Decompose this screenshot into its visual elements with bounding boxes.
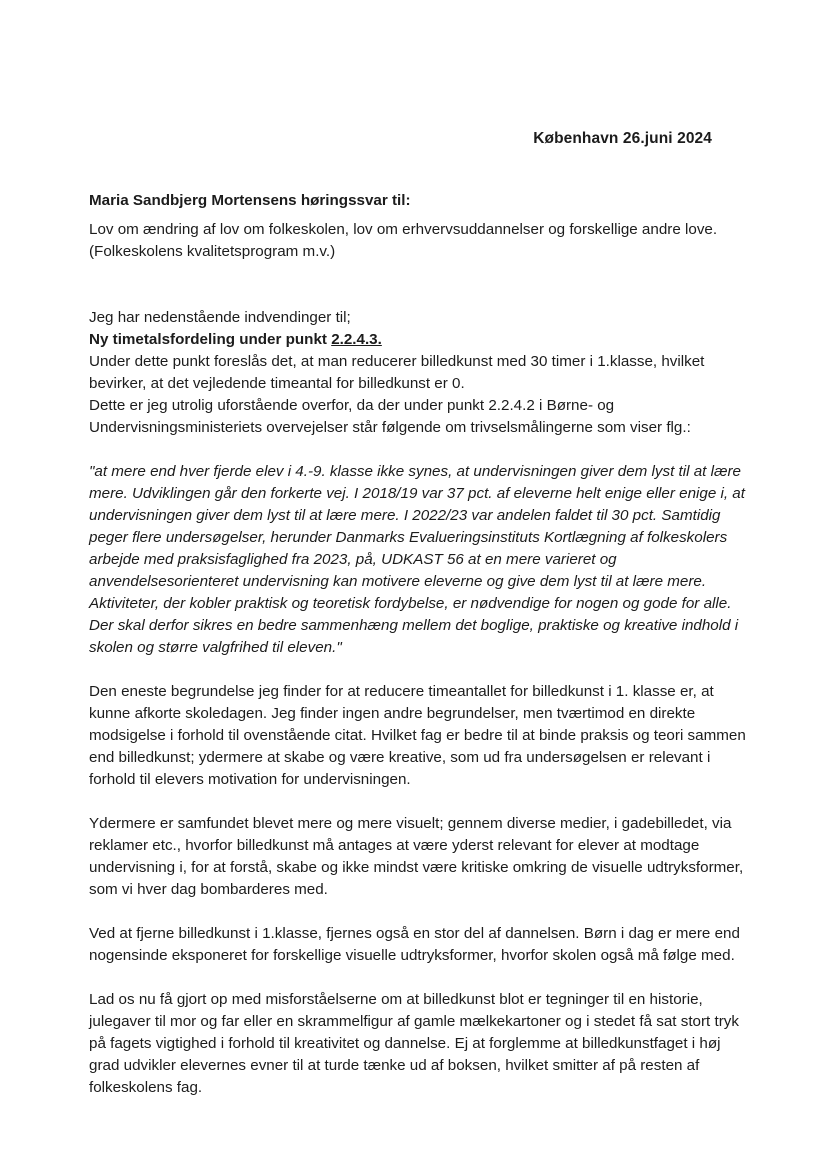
paragraph-4: Ydermere er samfundet blevet mere og mere visuelt; gennem diverse medier, i gadebilledet, via reklamer etc., hvorfor billedkunst må antages at være yderst relevant for elever at modtage undervisning i, for at forstå, skabe og ikke mindst være kritiske omkring de visuelle udtryksformer, som vi hver dag bombarderes med. (89, 815, 744, 898)
letter-body (89, 190, 749, 1099)
paragraph-2: Dette er jeg utrolig uforstående overfor, da der under punkt 2.2.4.2 i Børne- og Undervisningsministeriets overvejelser står følgende om trivselsmålingerne som viser flg.: (89, 397, 691, 436)
letter-date: København 26.juni 2024 (533, 130, 712, 147)
subheading-reference: 2.2.4.3. (331, 331, 382, 348)
quote-block: "at mere end hver fjerde elev i 4.-9. klasse ikke synes, at undervisningen giver dem lyst til at lære mere. Udviklingen går den forkerte vej. I 2018/19 var 37 pct. af eleverne helt enige eller enige i, at undervisningen giver dem lyst til at lære mere. I 2022/23 var andelen faldet til 30 pct. Samtidig peger flere undersøgelser, herunder Danmarks Evalueringsinstituts Kortlægning af folkeskolers arbejde med praksisfaglighed fra 2023, på, UDKAST 56 at en mere varieret og anvendelsesorienteret undervisning kan motivere eleverne og give dem lyst til at lære mere. Aktiviteter, der kobler praktisk og teoretisk fordybelse, er nødvendige for nogen og gode for alle. Der skal derfor sikres en bedre sammenhæng mellem det boglige, praktiske og kreative indhold i skolen og større valgfrihed til eleven." (89, 463, 745, 656)
subheading (89, 329, 749, 351)
paragraph-6: Lad os nu få gjort op med misforståelserne om at billedkunst blot er tegninger til en historie, julegaver til mor og far eller en skrammelfigur af gamle mælkekartoner og i stedet få sat stort tryk på fagets vigtighed i forhold til kreativitet og dannelse. Ej at forglemme at billedkunstfaget i høj grad udvikler elevernes evner til at turde tænke ud af boksen, hvilket smitter af på resten af folkeskolens fag. (89, 991, 739, 1096)
law-title-line-1: Lov om ændring af lov om folkeskolen, lov om erhvervsuddannelser og forskellige andre love. (89, 221, 718, 238)
paragraph-3: Den eneste begrundelse jeg finder for at reducere timeantallet for billedkunst i 1. klasse er, at kunne afkorte skoledagen. Jeg finder ingen andre begrundelser, men tværtimod en direkte modsigelse i forhold til ovenstående citat. Hvilket fag er bedre til at binde praksis og teori sammen end billedkunst; ydermere at skabe og være kreative, som ud fra undersøgelsen er relevant i forhold til elevers motivation for undervisningen. (89, 683, 746, 788)
letter-heading: Maria Sandbjerg Mortensens høringssvar til: (89, 192, 411, 209)
law-title-line-2: (Folkeskolens kvalitetsprogram m.v.) (89, 243, 336, 260)
subheading-prefix: Ny timetalsfordeling under punkt (89, 331, 332, 348)
paragraph-1: Under dette punkt foreslås det, at man reducerer billedkunst med 30 timer i 1.klasse, hvilket bevirker, at det vejledende timeantal for billedkunst er 0. (89, 353, 705, 392)
paragraph-5: Ved at fjerne billedkunst i 1.klasse, fjernes også en stor del af dannelsen. Børn i dag er mere end nogensinde eksponeret for forskellige visuelle udtryksformer, hvorfor skolen også må følge med. (89, 925, 740, 964)
intro-text: Jeg har nedenstående indvendinger til; (89, 309, 351, 326)
spacer (89, 263, 749, 307)
